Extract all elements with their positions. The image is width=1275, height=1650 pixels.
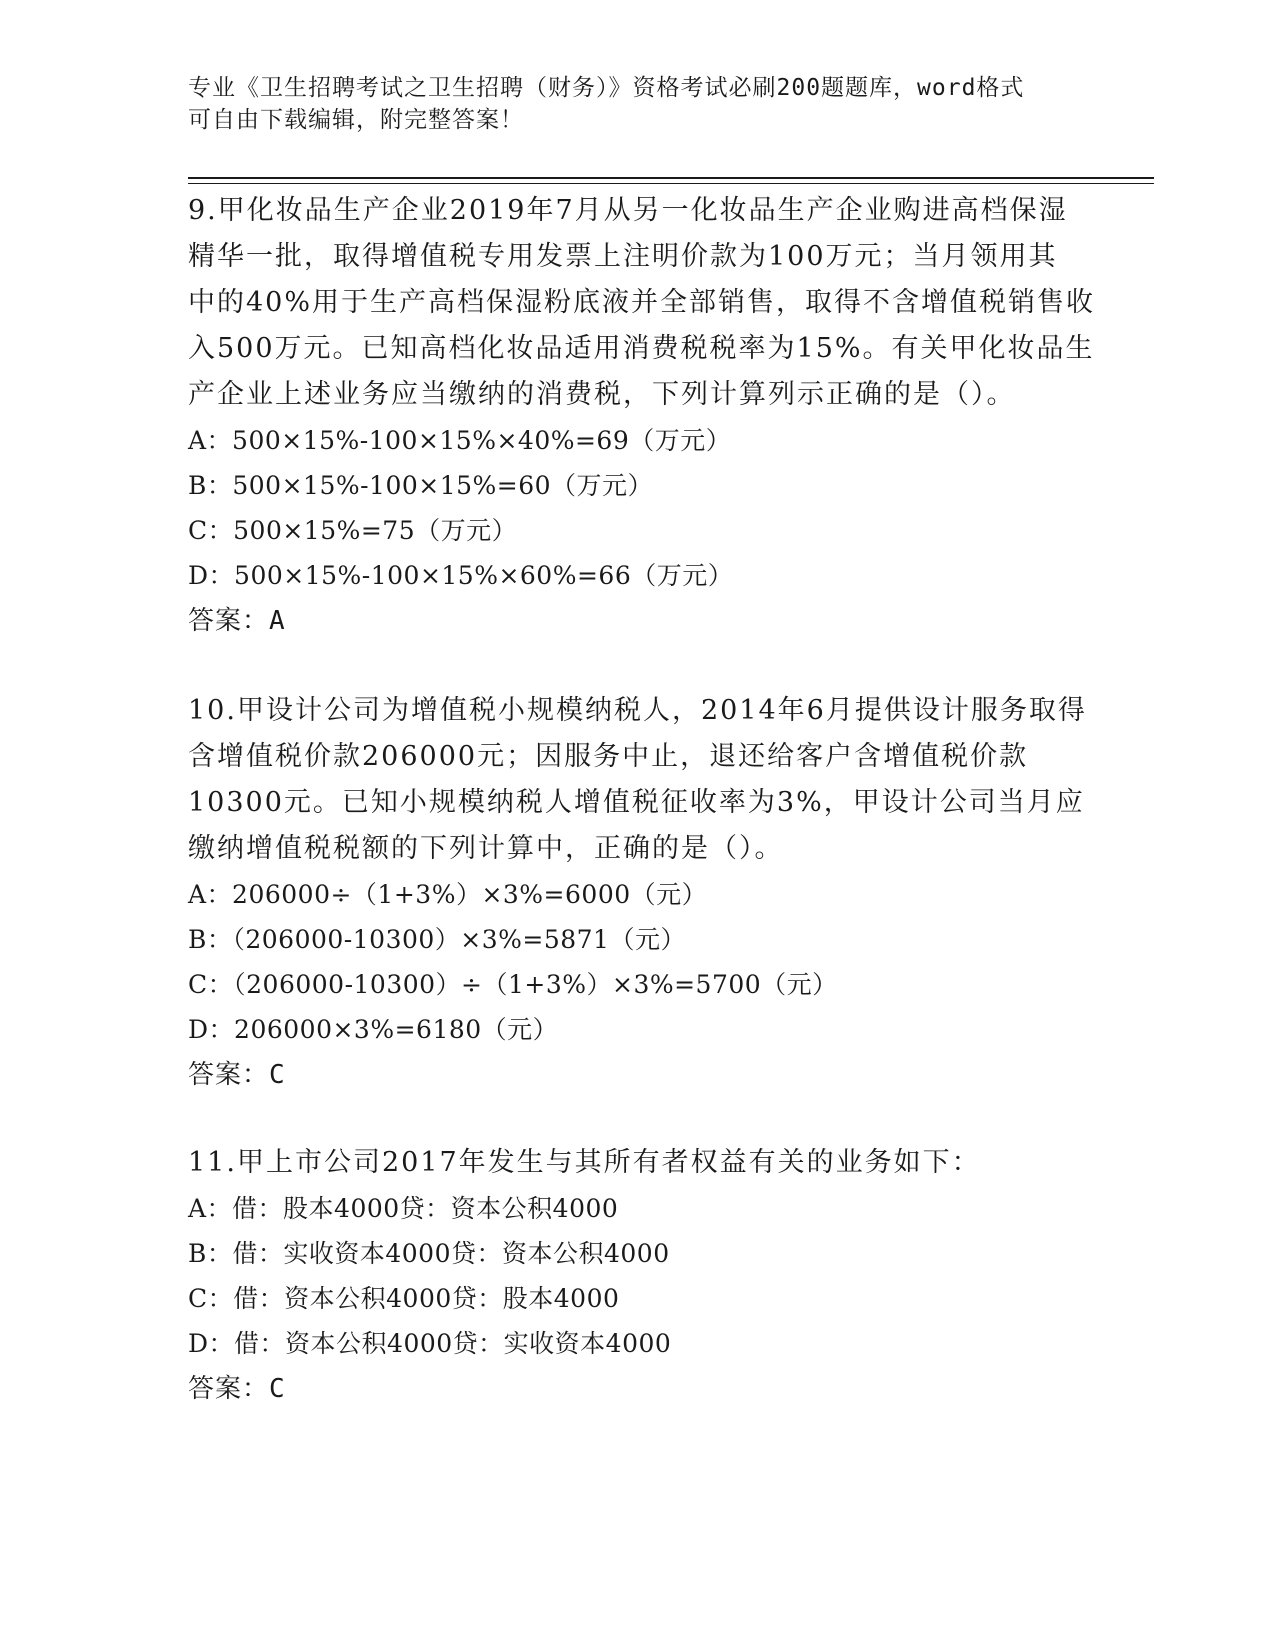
question-text-line: 9.甲化妆品生产企业2019年7月从另一化妆品生产企业购进高档保湿 [188, 195, 1068, 226]
header-line-1: 专业《卫生招聘考试之卫生招聘（财务）》资格考试必刷200题题库，word格式 [188, 75, 1025, 101]
header-rule-thin [188, 183, 1154, 184]
question-text-line: 11.甲上市公司2017年发生与其所有者权益有关的业务如下： [188, 1147, 981, 1178]
question-text-line: 入500万元。已知高档化妆品适用消费税税率为15%。有关甲化妆品生 [188, 333, 1095, 364]
question-text-line: 10300元。已知小规模纳税人增值税征收率为3%，甲设计公司当月应 [188, 787, 1085, 818]
answer-line: 答案：C [188, 1374, 286, 1404]
option-a: A：500×15%-100×15%×40%=69（万元） [188, 426, 732, 455]
question-text-line: 精华一批，取得增值税专用发票上注明价款为100万元；当月领用其 [188, 241, 1058, 272]
header-line-2: 可自由下载编辑，附完整答案！ [188, 107, 524, 133]
question-text-line: 中的40%用于生产高档保湿粉底液并全部销售，取得不含增值税销售收 [188, 287, 1096, 318]
option-a: A：206000÷（1+3%）×3%=6000（元） [188, 880, 708, 909]
option-c: C：（206000-10300）÷（1+3%）×3%=5700（元） [188, 970, 838, 999]
option-b: B：借：实收资本4000贷：资本公积4000 [188, 1239, 670, 1268]
question-text-line: 产企业上述业务应当缴纳的消费税，下列计算列示正确的是（）。 [188, 379, 1016, 410]
question-block-9 [188, 188, 1096, 644]
option-c: C：500×15%=75（万元） [188, 516, 518, 545]
question-block-11 [188, 1140, 1088, 1412]
question-text-line: 缴纳增值税税额的下列计算中，正确的是（）。 [188, 833, 784, 864]
question-block-10 [188, 688, 1088, 1098]
option-a: A：借：股本4000贷：资本公积4000 [188, 1194, 619, 1223]
option-d: D：206000×3%=6180（元） [188, 1015, 559, 1044]
answer-line: 答案：C [188, 1060, 286, 1090]
option-b: B：500×15%-100×15%=60（万元） [188, 471, 654, 500]
question-text-line: 含增值税价款206000元；因服务中止，退还给客户含增值税价款 [188, 741, 1029, 772]
option-d: D：500×15%-100×15%×60%=66（万元） [188, 561, 734, 590]
question-text-line: 10.甲设计公司为增值税小规模纳税人，2014年6月提供设计服务取得 [188, 695, 1087, 726]
document-header [188, 72, 1088, 136]
answer-line: 答案：A [188, 606, 286, 636]
option-c: C：借：资本公积4000贷：股本4000 [188, 1284, 620, 1313]
header-rule-thick [188, 177, 1154, 179]
option-b: B：（206000-10300）×3%=5871（元） [188, 925, 686, 954]
option-d: D：借：资本公积4000贷：实收资本4000 [188, 1329, 672, 1358]
